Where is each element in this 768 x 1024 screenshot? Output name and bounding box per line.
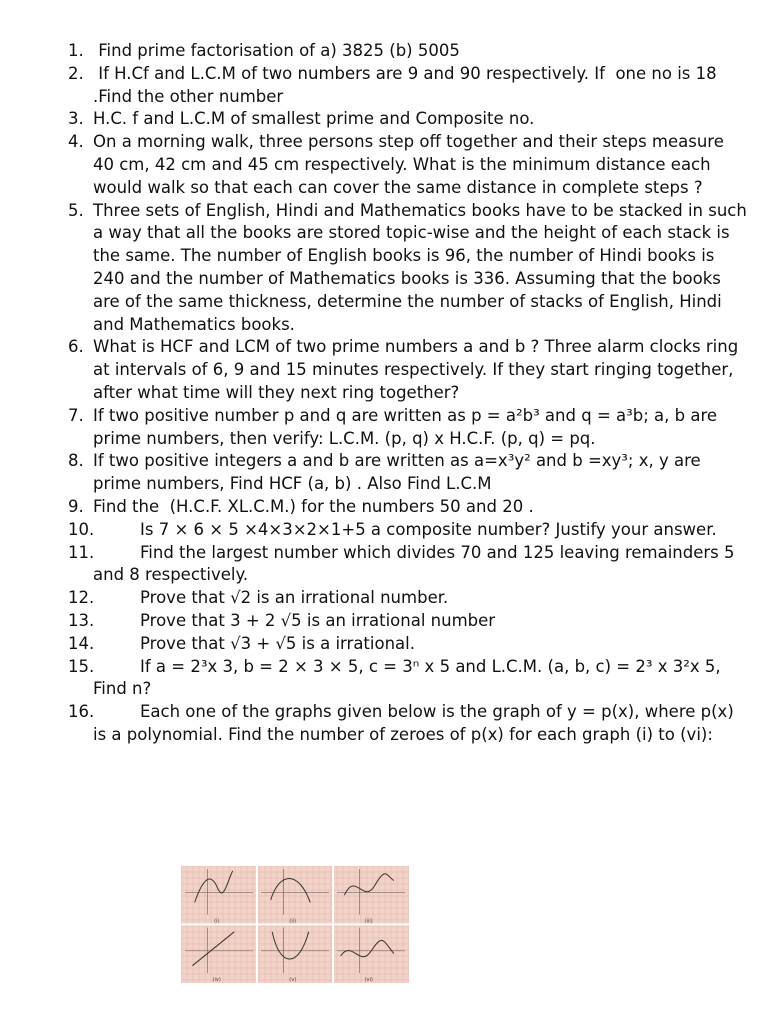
question-item — [68, 336, 748, 404]
question-item — [68, 656, 748, 702]
question-text: Each one of the graphs given below is the graph of y = p(x), where p(x) is a polynomial. Find the number of zeroes of p(x) for each graph (i) to (vi): — [93, 702, 734, 744]
question-number: 12. — [68, 588, 95, 608]
polynomial-curve — [192, 932, 234, 966]
question-text: H.C. f and L.C.M of smallest prime and Composite no. — [93, 109, 535, 129]
polynomial-curve — [344, 874, 393, 895]
question-item — [68, 450, 748, 496]
polynomial-curve — [195, 871, 233, 903]
question-number: 2. — [68, 63, 84, 83]
question-item — [68, 200, 748, 337]
question-text: Prove that √3 + √5 is a irrational. — [140, 633, 415, 653]
question-text: Is 7 × 6 × 5 ×4×3×2×1+5 a composite number? Justify your answer. — [140, 519, 717, 539]
polynomial-graphs-figure — [181, 866, 409, 983]
question-item — [68, 405, 748, 451]
question-number: 5. — [68, 200, 84, 220]
question-text: Three sets of English, Hindi and Mathematics books have to be stacked in such a way that all the books are stored topic-wise and the height of each stack is the same. The number of English books is 96, the number of Hindi books is 240 and the number of Mathematics books is 336. Assuming that the books are of the same thickness, determine the number of stacks of English, Hindi and Mathematics books. — [93, 200, 747, 334]
question-item — [68, 40, 748, 63]
question-text: Find the largest number which divides 70 and 125 leaving remainders 5 and 8 respectively. — [93, 542, 735, 585]
question-text: What is HCF and LCM of two prime numbers a and b ? Three alarm clocks ring at intervals of 6, 9 and 15 minutes respectively. If they start ringing together, after what time will they next ring together? — [93, 337, 739, 402]
question-number: 11. — [68, 542, 95, 562]
question-text: If H.Cf and L.C.M of two numbers are 9 and 90 respectively. If one no is 18 .Find the other number — [93, 63, 717, 106]
question-number: 10. — [68, 519, 95, 539]
panel-label: (vi) — [364, 977, 373, 983]
question-number: 4. — [68, 132, 84, 152]
question-text: Prove that √2 is an irrational number. — [140, 588, 449, 608]
graphs-svg — [181, 866, 409, 983]
panel-label: (iv) — [212, 977, 221, 983]
question-item — [68, 519, 748, 542]
question-item — [68, 542, 748, 588]
question-list — [68, 40, 748, 747]
panel-label: (v) — [289, 977, 297, 983]
question-text: Find prime factorisation of a) 3825 (b) 5005 — [93, 41, 460, 60]
panel-label: (ii) — [289, 918, 297, 925]
question-number: 8. — [68, 451, 84, 471]
polynomial-curve — [272, 932, 309, 959]
panel-label: (i) — [214, 918, 220, 925]
panel-label: (iii) — [364, 918, 373, 925]
question-text: Find the (H.C.F. XL.C.M.) for the numbers 50 and 20 . — [93, 496, 534, 516]
question-number: 15. — [68, 656, 95, 676]
question-number: 3. — [68, 109, 84, 129]
question-text: On a morning walk, three persons step off together and their steps measure 40 cm, 42 cm and 45 cm respectively. What is the minimum distance each would walk so that each can cover the same distance in complete steps ? — [93, 132, 724, 197]
question-text: If a = 2³x 3, b = 2 × 3 × 5, c = 3ⁿ x 5 and L.C.M. (a, b, c) = 2³ x 3²x 5, Find n? — [93, 656, 721, 699]
question-number: 6. — [68, 337, 84, 357]
question-number: 16. — [68, 702, 95, 722]
question-item — [68, 633, 748, 656]
question-number: 13. — [68, 610, 95, 630]
question-number: 14. — [68, 633, 95, 653]
question-number: 7. — [68, 405, 84, 425]
question-number: 9. — [68, 496, 84, 516]
question-item — [68, 610, 748, 633]
question-item — [68, 496, 748, 519]
question-number: 1. — [68, 41, 84, 60]
question-text: Prove that 3 + 2 √5 is an irrational number — [140, 610, 496, 630]
question-item — [68, 63, 748, 109]
question-text: If two positive integers a and b are written as a=x³y² and b =xy³; x, y are prime numbers, Find HCF (a, b) . Also Find L.C.M — [93, 451, 701, 494]
question-item — [68, 131, 748, 199]
question-item — [68, 701, 748, 747]
polynomial-curve — [271, 878, 311, 902]
question-item — [68, 587, 748, 610]
question-item — [68, 108, 748, 131]
question-text: If two positive number p and q are written as p = a²b³ and q = a³b; a, b are prime numbers, then verify: L.C.M. (p, q) x H.C.F. (p, q) = pq. — [93, 405, 718, 448]
